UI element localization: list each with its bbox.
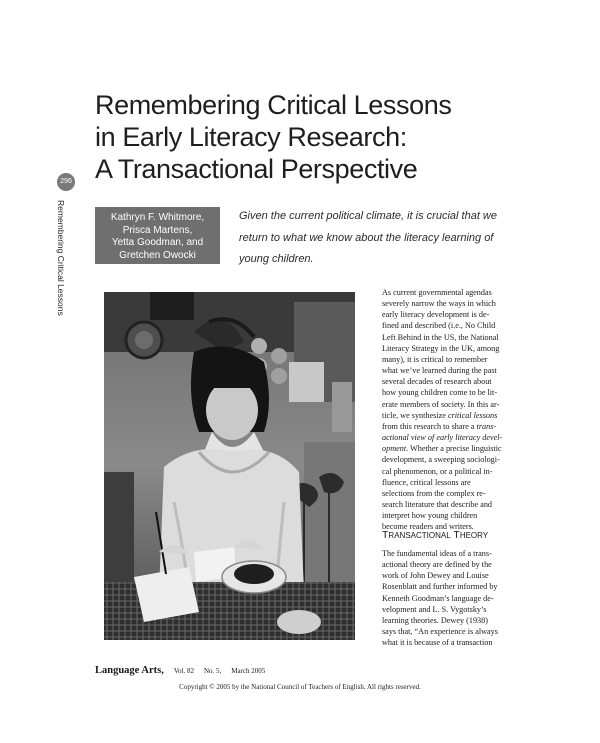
body-line: As current governmental agendas [382,288,492,297]
body-line [382,421,522,432]
article-title [95,89,515,185]
body-line: become readers and writers. [382,522,474,532]
running-head: Remembering Critical Lessons [56,200,66,316]
journal-date: March 2005 [231,667,266,675]
author-box [95,207,220,264]
body-line: development, a sweeping sociologi- [382,455,500,465]
body-line: selections from the complex re- [382,488,486,498]
title-line: in Early Literacy Research: [95,122,407,152]
journal-name: Language Arts, [95,665,164,676]
body-line: fined and described (i.e., No Child [382,321,496,331]
author-name: Gretchen Owocki [119,249,196,261]
title-line: Remembering Critical Lessons [95,90,452,120]
body-line: what it is because of a transaction [382,638,493,648]
body-text: from this research to share a [382,421,477,431]
heading-cap: T [453,529,460,541]
body-text: ticle, we synthesize [382,410,448,420]
body-line [382,432,522,443]
body-line: many), it is critical to remember [382,354,488,364]
body-line: work of John Dewey and Louise [382,571,489,581]
journal-volume: Vol. 82 [173,667,194,675]
body-line: interpret how young children [382,511,478,521]
body-column-intro [382,287,522,532]
heading-rest: RANSACTIONAL [388,531,451,540]
body-line: says that, “An experience is always [382,627,498,637]
body-line: early literacy development is de- [382,310,490,320]
heading-rest: HEORY [459,531,489,540]
heading-cap: T [382,529,389,541]
body-line: how young children come to be lit- [382,388,498,398]
journal-issue: No. 5, [203,667,222,675]
body-line [382,410,522,421]
author-name: Prisca Martens, [122,224,193,236]
body-line: Rosenblatt and further informed by [382,582,498,592]
body-line: cal phenomenon, or a political in- [382,466,493,476]
body-line: search literature that describe and [382,499,493,509]
classroom-photo [104,292,355,640]
pull-quote-line: return to what we know about the literacy learning of [239,231,494,244]
body-line: Kenneth Goodman’s language de- [382,593,494,603]
journal-footer [95,660,265,678]
pull-quote-line: Given the current political climate, it is crucial that we [239,210,497,222]
body-line: Left Behind in the US, the National [382,332,499,342]
pull-quote [239,206,509,271]
page-number: 296 [57,173,75,191]
body-line: erate members of society. In this ar- [382,399,500,409]
body-text: . Whether a precise linguistic [406,444,502,454]
emphasis-text: actional view of early literacy devel- [382,433,503,443]
body-line: what we’ve learned during the past [382,366,497,376]
body-line: fluence, critical lessons are [382,477,471,487]
body-line: Literacy Strategy in the UK, among [382,343,500,353]
emphasis-critical-lessons: critical lessons [447,410,498,420]
emphasis-trans: trans- [476,421,497,431]
body-column-theory [382,548,522,648]
body-line: learning theories. Dewey (1938) [382,615,488,625]
author-name: Kathryn F. Whitmore, [110,212,205,223]
body-line: The fundamental ideas of a trans- [382,549,492,558]
author-name: Yetta Goodman, and [111,237,204,248]
title-line: A Transactional Perspective [95,154,418,184]
body-line [382,443,522,454]
body-line: velopment and L. S. Vygotsky’s [382,604,487,614]
body-line: severely narrow the ways in which [382,299,496,309]
pull-quote-line: young children. [239,253,314,265]
body-line: actional theory are defined by the [382,560,492,570]
emphasis-text: opment [382,444,407,454]
section-heading [382,529,488,541]
body-line: several decades of research about [382,377,492,387]
copyright-notice: Copyright © 2005 by the National Council of Teachers of English. All rights reserved. [179,683,421,691]
